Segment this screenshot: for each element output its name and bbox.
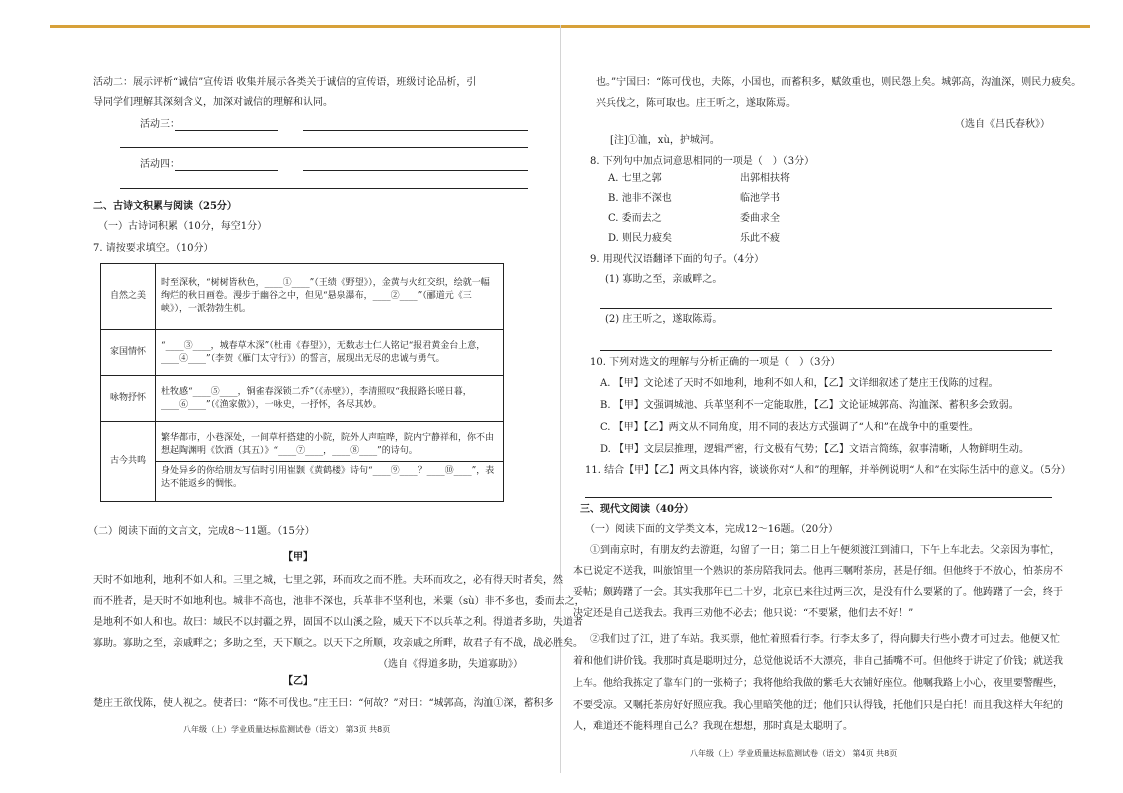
- passage-line: 着和他们讲价钱。我那时真是聪明过分，总觉他说话不大漂亮，非自己插嘴不可。但他终于讲定了价钱；就送我: [573, 656, 1063, 667]
- passage-line: 人，难道还不能料理自己么？我现在想想，那时真是太聪明了。: [573, 721, 853, 732]
- table-cell-part: 身处异乡的你给朋友写信时引用崔颢《黄鹤楼》诗句“____⑨____？____⑩____”，表达不能返乡的惆怅。: [156, 461, 503, 491]
- question-7: 7. 请按要求填空。（10分）: [93, 243, 214, 254]
- q8-option: A. 七里之郭: [608, 173, 662, 184]
- jia-line: 是地利不如人和也。故曰：域民不以封疆之界，固国不以山溪之险，威天下不以兵革之利。得道者多助，失道者: [93, 617, 583, 628]
- jia-source: （选自《得道多助，失道寡助》）: [378, 659, 523, 670]
- activity4-label: 活动四：: [140, 159, 180, 170]
- table-cell: “____③____，城春草木深”（杜甫《春望》），无数志士仁人铭记“报君黄金台上意，____④____”（李贺《雁门太守行》）的誓言，展现出无尽的忠诚与勇气。: [156, 330, 504, 376]
- question-8: 8. 下列句中加点词意思相同的一项是（ ）（3分）: [590, 156, 815, 167]
- answer-line: [585, 497, 1052, 498]
- passage-line: 决定还是自己送我去。我再三劝他不必去；他只说：“不要紧，他们去不好！”: [573, 608, 914, 619]
- footnote: [注]①洫，xù，护城河。: [610, 135, 720, 146]
- table-cell: 杜牧感“____⑤____，铜雀春深锁二乔”（《赤壁》），李清照叹“我报路长嗟日暮，____⑥____”（《渔家傲》），一咏史，一抒怀，各尽其妙。: [156, 376, 504, 422]
- jia-title: 【甲】: [283, 552, 313, 563]
- answer-line: [120, 147, 528, 148]
- q8-option-compare: 委曲求全: [740, 213, 780, 224]
- question-9: 9. 用现代汉语翻译下面的句子。（4分）: [590, 254, 765, 265]
- page-footer-right: 八年级（上）学业质量达标监测试卷（语文） 第4页 共8页: [690, 749, 898, 758]
- passage-line: ①到南京时，有朋友约去游逛，勾留了一日；第二日上午便须渡江到浦口，下午上车北去。父亲因为事忙，: [590, 545, 1060, 556]
- passage-line: ②我们过了江，进了车站。我买票，他忙着照看行李。行李太多了，得向脚夫行些小费才可过去。他便又忙: [590, 634, 1060, 645]
- jia-line: 天时不如地利，地利不如人和。三里之城，七里之郭，环而攻之而不胜。夫环而攻之，必有得天时者矣，然: [93, 575, 563, 586]
- yi-cont-line: 兴兵伐之，陈可取也。庄王听之，遂取陈焉。: [596, 98, 796, 109]
- q8-option: B. 池非不深也: [608, 193, 672, 204]
- answer-line: [175, 170, 278, 171]
- q8-option: C. 委而去之: [608, 213, 662, 224]
- table-cell: 时至深秋，“树树皆秋色，____①____”（王绩《野望》），金黄与火红交织，绘就一幅绚烂的秋日画卷。漫步于幽谷之中，但见“悬泉瀑布，____②____”（郦道元《三峡》），一派勃勃生机。: [156, 264, 504, 330]
- q8-option-compare: 乐此不疲: [740, 233, 780, 244]
- passage-line: 妥帖；颇踌躇了一会。其实我那年已二十岁，北京已来往过两三次，是没有什么要紧的了。他踌躇了一会，终于: [573, 587, 1063, 598]
- page-fold: [560, 25, 561, 773]
- yi-line: 楚庄王欲伐陈，使人视之。使者曰：“陈不可伐也。”庄王曰：“何故？”对曰：“城郭高，沟洫①深，蓄积多: [93, 698, 554, 709]
- table-category: 家国情怀: [101, 330, 156, 376]
- q10-option: C. 【甲】【乙】两文从不同角度，用不同的表达方式强调了“人和”在战争中的重要性。: [600, 422, 979, 433]
- question-10: 10. 下列对选文的理解与分析正确的一项是（ ）（3分）: [590, 357, 841, 368]
- answer-line: [600, 350, 1052, 351]
- passage-line: 不要受凉。又嘱托茶房好好照应我。我心里暗笑他的迂；他们只认得钱，托他们只是白托！而且我这样大年纪的: [573, 700, 1063, 711]
- yi-title: 【乙】: [283, 676, 313, 687]
- activity3-label: 活动三：: [140, 119, 180, 130]
- jia-line: 寡助。寡助之至，亲戚畔之；多助之至，天下顺之。以天下之所顺，攻亲戚之所畔，故君子有不战，战必胜矣。: [93, 638, 583, 649]
- answer-line: [303, 130, 528, 131]
- q10-option: B. 【甲】文强调城池、兵革坚利不一定能取胜，【乙】文论证城郭高、沟洫深、蓄积多会致弱。: [600, 400, 1019, 411]
- section3-title: 三、现代文阅读（40分）: [580, 504, 694, 515]
- sub1-title: （一）古诗词积累（10分，每空1分）: [98, 221, 268, 232]
- q8-option-compare: 临池学书: [740, 193, 780, 204]
- activity2-line1: 活动二：展示评析“诚信”宣传语 收集并展示各类关于诚信的宣传语，班级讨论品析，引: [93, 77, 477, 88]
- q10-option: A. 【甲】文论述了天时不如地利，地利不如人和，【乙】文详细叙述了楚庄王伐陈的过程。: [600, 378, 999, 389]
- answer-line: [303, 170, 528, 171]
- question-11: 11. 结合【甲】【乙】两文具体内容，谈谈你对“人和”的理解，并举例说明“人和”在实际生活中的意义。（5分）: [585, 465, 1071, 476]
- yi-cont-line: 也。”宁国曰：“陈可伐也，夫陈，小国也，而蓄积多，赋敛重也，则民怨上矣。城郭高，沟洫深，则民力疲矣。: [596, 77, 1082, 88]
- answer-line: [175, 130, 278, 131]
- sub1-title-modern: （一）阅读下面的文学类文本，完成12～16题。（20分）: [585, 524, 839, 535]
- section2-title: 二、古诗文积累与阅读（25分）: [93, 201, 237, 212]
- activity2-line2: 导同学们理解其深刻含义，加深对诚信的理解和认同。: [93, 97, 333, 108]
- q8-option-compare: 出郭相扶将: [740, 173, 790, 184]
- answer-line: [600, 308, 1052, 309]
- q9-sentence: (1) 寡助之至，亲戚畔之。: [605, 274, 723, 285]
- table-category: 咏物抒怀: [101, 376, 156, 422]
- q8-option: D. 则民力疲矣: [608, 233, 673, 244]
- page-footer-left: 八年级（上）学业质量达标监测试卷（语文） 第3页 共8页: [183, 725, 391, 734]
- answer-line: [120, 188, 528, 189]
- table-cell: [156, 422, 504, 502]
- q9-sentence: (2) 庄王听之，遂取陈焉。: [605, 314, 723, 325]
- table-category: 自然之美: [101, 264, 156, 330]
- yi-source: （选自《吕氏春秋》）: [955, 119, 1050, 130]
- q10-option: D. 【甲】文层层推理，逻辑严密，行文极有气势；【乙】文语言简练，叙事清晰，人物鲜明生动。: [600, 444, 1030, 455]
- jia-line: 而不胜者，是天时不如地利也。城非不高也，池非不深也，兵革非不坚利也，米粟（sù）非不多也，委而去之，: [93, 596, 585, 607]
- sub2-title: （二）阅读下面的文言文，完成8～11题。（15分）: [88, 526, 315, 537]
- poetry-table: [100, 263, 504, 502]
- passage-line: 本已说定不送我，叫旅馆里一个熟识的茶房陪我同去。他再三嘱咐茶房，甚是仔细。但他终于不放心，怕茶房不: [573, 566, 1063, 577]
- table-cell-part: 繁华都市，小巷深处，一间草杆搭建的小院，院外人声喧哗，院内宁静祥和，你不由想起陶渊明《饮酒（其五）》“____⑦____，____⑧____”的诗句。: [161, 433, 495, 456]
- passage-line: 上车。他给我拣定了靠车门的一张椅子；我将他给我做的紫毛大衣铺好座位。他嘱我路上小心，夜里要警醒些，: [573, 678, 1063, 689]
- table-category: 古今共鸣: [101, 422, 156, 502]
